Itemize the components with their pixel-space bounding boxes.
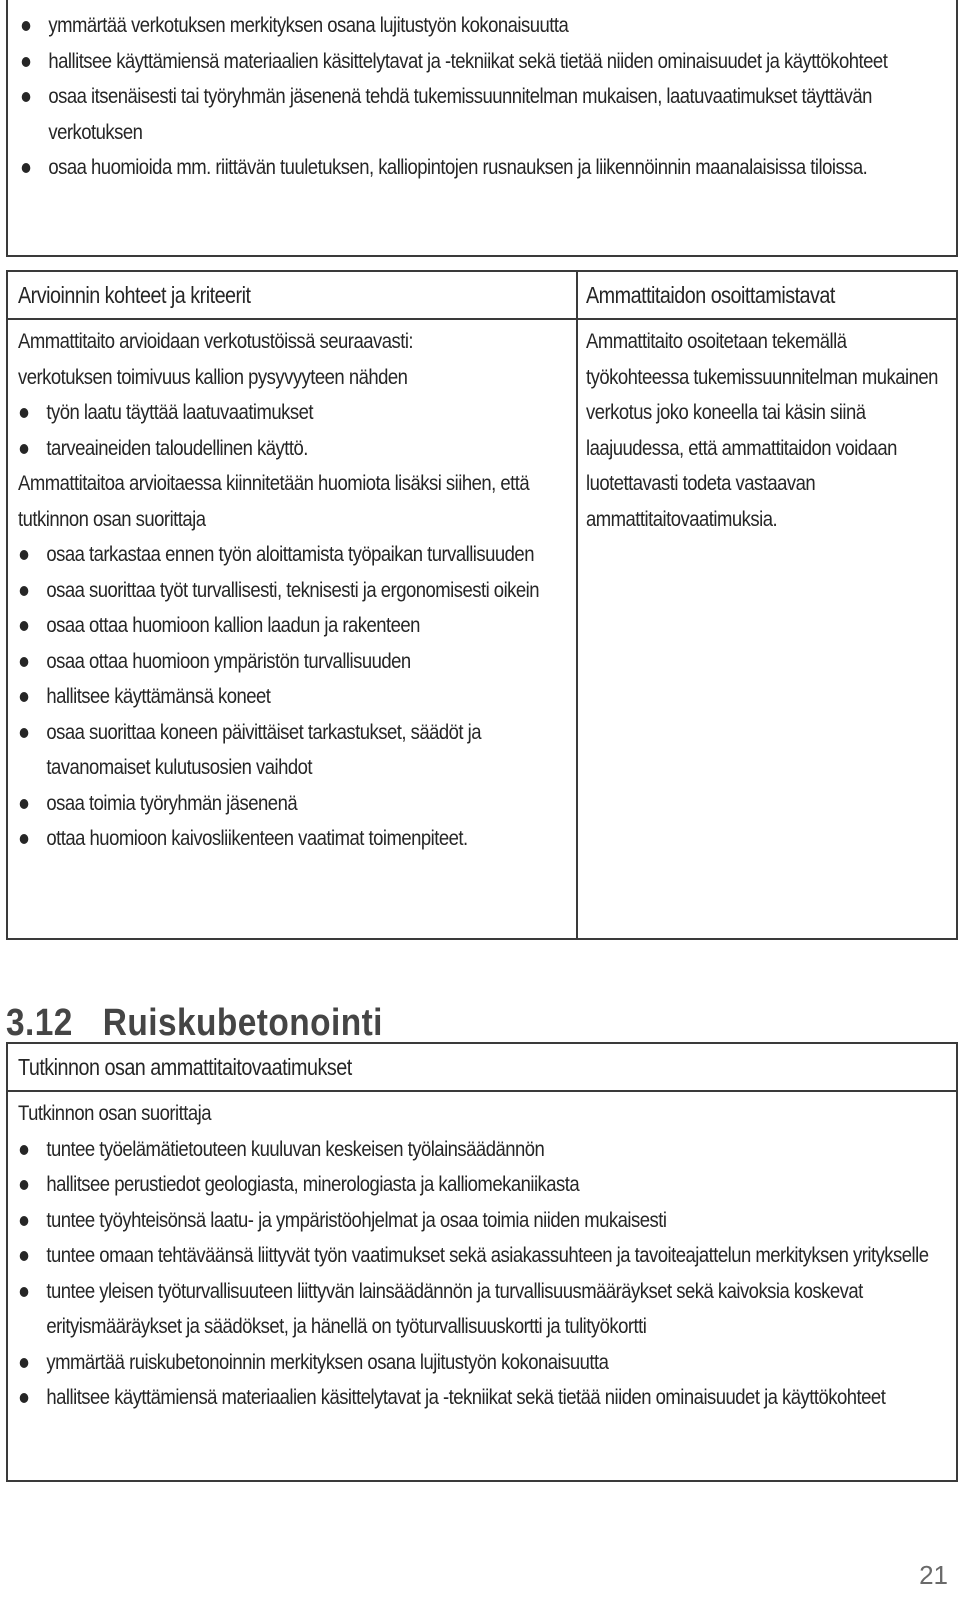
criteria-list-2 [18, 537, 560, 857]
list-item: hallitsee perustiedot geologiasta, minerologiasta ja kalliomekaniikasta [18, 1167, 951, 1203]
list-item: osaa suorittaa työt turvallisesti, teknisesti ja ergonomisesti oikein [18, 573, 560, 609]
list-item: osaa ottaa huomioon ympäristön turvallisuuden [18, 644, 560, 680]
list-item: tuntee yleisen työturvallisuuteen liittyvän lainsäädännön ja turvallisuusmääräykset sekä kaivoksia koskevat erityismääräykset ja säädökset, ja hänellä on työturvallisuuskortti ja tulityökortti [18, 1274, 951, 1345]
requirements-list [18, 1132, 951, 1416]
list-item: työn laatu täyttää laatuvaatimukset [18, 395, 560, 431]
list-item: osaa ottaa huomioon kallion laadun ja rakenteen [18, 608, 560, 644]
list-item: hallitsee käyttämiensä materiaalien käsittelytavat ja -tekniikat sekä tietää niiden ominaisuudet ja käyttökohteet [18, 1380, 951, 1416]
list-item: hallitsee käyttämiensä materiaalien käsittelytavat ja -tekniikat sekä tietää niiden ominaisuudet ja käyttökohteet [20, 44, 945, 80]
page-number: 21 [919, 1560, 948, 1590]
list-item: osaa itsenäisesti tai työryhmän jäsenenä tehdä tukemissuunnitelman mukaisen, laatuvaatimukset täyttävän verkotuksen [20, 79, 945, 150]
methods-cell [586, 324, 947, 537]
requirements-box [6, 1042, 958, 1482]
criteria-subintro: verkotuksen toimivuus kallion pysyvyyteen nähden [18, 364, 408, 389]
list-item: tuntee työelämätietouteen kuuluvan keskeisen työlainsäädännön [18, 1132, 951, 1168]
methods-text: Ammattitaito osoitetaan tekemällä työkohteessa tukemissuunnitelman mukainen verkotus joko koneella tai käsin siinä laajuudessa, että ammattitaidon voidaan luotettavasti todeta vastaavan ammattitaitovaatimuksia. [586, 329, 938, 531]
list-item: ymmärtää ruiskubetonoinnin merkityksen osana lujitustyön kokonaisuutta [18, 1345, 951, 1381]
requirements-intro: Tutkinnon osan suorittaja [18, 1101, 212, 1125]
header-divider [8, 318, 956, 320]
section-heading [6, 1002, 383, 1045]
column-header-methods: Ammattitaidon osoittamistavat [586, 282, 835, 308]
criteria-intro: Ammattitaito arvioidaan verkotustöissä seuraavasti: [18, 329, 414, 353]
list-item: tuntee omaan tehtäväänsä liittyvät työn vaatimukset sekä asiakassuhteen ja tavoiteajattelun merkityksen yritykselle [18, 1238, 951, 1274]
list-item: osaa toimia työryhmän jäsenenä [18, 786, 560, 822]
list-item: ymmärtää verkotuksen merkityksen osana lujitustyön kokonaisuutta [20, 8, 945, 44]
list-item: osaa suorittaa koneen päivittäiset tarkastukset, säädöt ja tavanomaiset kulutusosien vaihdot [18, 715, 560, 786]
list-item: osaa tarkastaa ennen työn aloittamista työpaikan turvallisuuden [18, 537, 560, 573]
criteria-cell [18, 324, 560, 857]
list-item: osaa huomioida mm. riittävän tuuletuksen, kalliopintojen rusnauksen ja liikennöinnin maanalaisissa tiloissa. [20, 150, 945, 186]
requirements-header: Tutkinnon osan ammattitaitovaatimukset [18, 1054, 352, 1080]
assessment-table [6, 270, 958, 940]
column-header-criteria: Arvioinnin kohteet ja kriteerit [18, 282, 251, 308]
criteria-paragraph: Ammattitaitoa arvioitaessa kiinnitetään huomiota lisäksi siihen, että tutkinnon osan suorittaja [18, 471, 530, 531]
criteria-list-1 [18, 395, 560, 466]
section-title: Ruiskubetonointi [102, 1002, 383, 1044]
list-item: ottaa huomioon kaivosliikenteen vaatimat toimenpiteet. [18, 821, 560, 857]
section-number: 3.12 [6, 1002, 73, 1044]
requirements-list [20, 8, 945, 186]
header-divider [8, 1090, 956, 1092]
requirements-continuation-box [6, 0, 958, 257]
list-item: tarveaineiden taloudellinen käyttö. [18, 431, 560, 467]
column-divider [576, 272, 578, 938]
list-item: tuntee työyhteisönsä laatu- ja ympäristöohjelmat ja osaa toimia niiden mukaisesti [18, 1203, 951, 1239]
list-item: hallitsee käyttämänsä koneet [18, 679, 560, 715]
